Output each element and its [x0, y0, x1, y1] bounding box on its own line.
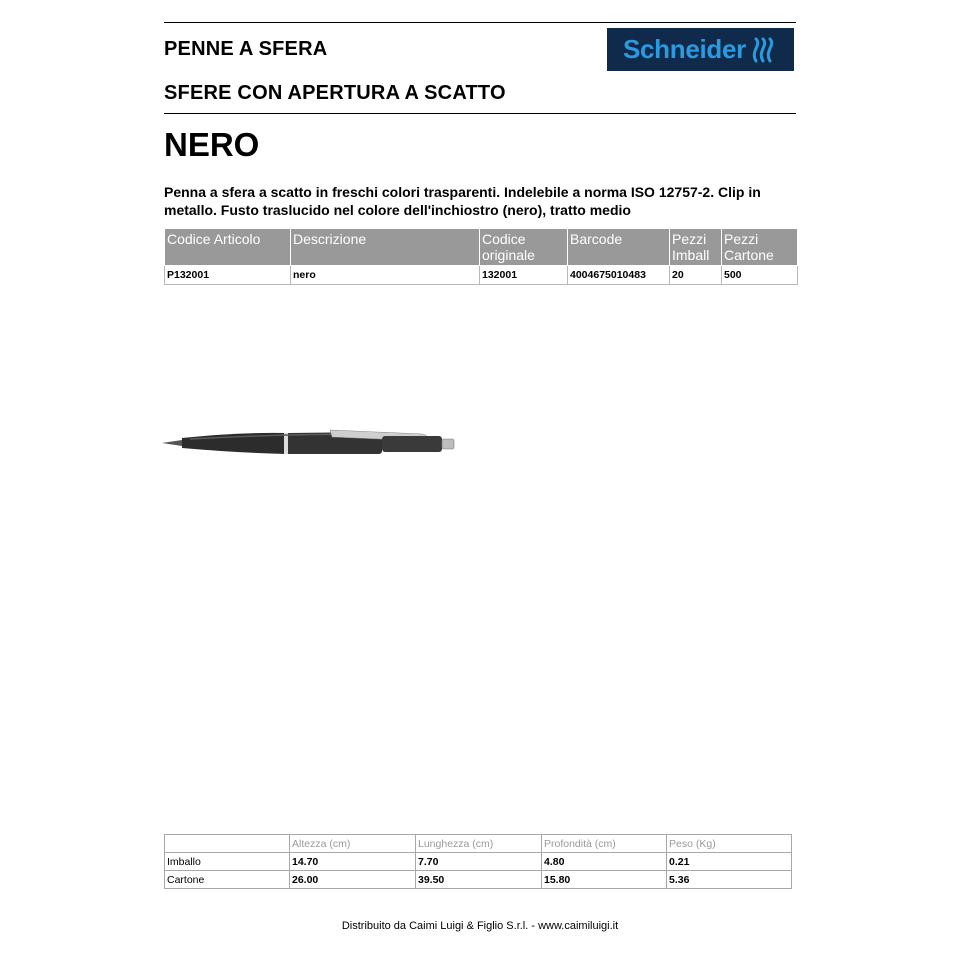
table-cell: 15.80: [542, 871, 667, 889]
table-cell: 4.80: [542, 853, 667, 871]
table-cell: 4004675010483: [568, 266, 670, 285]
table-cell: nero: [291, 266, 480, 285]
dimension-table: [164, 834, 792, 889]
ballpoint-pen-icon: [160, 420, 460, 460]
table-cell: 39.50: [416, 871, 542, 889]
table-row: [165, 871, 792, 889]
subcategory-heading: SFERE CON APERTURA A SCATTO: [164, 82, 506, 104]
col-header: Profondità (cm): [542, 835, 667, 853]
article-table: [164, 228, 798, 285]
col-header: Codice Articolo: [165, 229, 291, 266]
middle-rule: [164, 113, 796, 114]
product-description: Penna a sfera a scatto in freschi colori trasparenti. Indelebile a norma ISO 12757-2. Clip in metallo. Fusto traslucido nel colore dell'inchiostro (nero), tratto medio: [164, 184, 761, 218]
table-cell: 500: [722, 266, 798, 285]
col-header: Pezzi Cartone: [722, 229, 798, 266]
table-row: [165, 853, 792, 871]
col-header: Barcode: [568, 229, 670, 266]
table-cell: P132001: [165, 266, 291, 285]
product-title: NERO: [164, 126, 260, 163]
col-header: Descrizione: [291, 229, 480, 266]
col-header: Peso (Kg): [667, 835, 792, 853]
table-cell: 20: [670, 266, 722, 285]
col-header: Lunghezza (cm): [416, 835, 542, 853]
footer-text: Distribuito da Caimi Luigi & Figlio S.r.l. - www.caimiluigi.it: [341, 920, 619, 932]
table-cell: 5.36: [667, 871, 792, 889]
col-header: [165, 835, 290, 853]
col-header: Codice originale: [480, 229, 568, 266]
schneider-logo: [607, 28, 794, 71]
row-label: Imballo: [165, 853, 290, 871]
top-rule: [164, 22, 796, 23]
row-label: Cartone: [165, 871, 290, 889]
category-heading: PENNE A SFERA: [164, 38, 328, 60]
col-header: Pezzi Imball: [670, 229, 722, 266]
logo-text: Schneider: [622, 34, 746, 64]
table-cell: 0.21: [667, 853, 792, 871]
table-cell: 26.00: [290, 871, 416, 889]
table-cell: 14.70: [290, 853, 416, 871]
table-cell: 132001: [480, 266, 568, 285]
table-cell: 7.70: [416, 853, 542, 871]
article-header-row: [165, 229, 798, 266]
logo-waves-icon: [752, 37, 778, 63]
col-header: Altezza (cm): [290, 835, 416, 853]
table-row: [165, 266, 798, 285]
dimension-header-row: [165, 835, 792, 853]
